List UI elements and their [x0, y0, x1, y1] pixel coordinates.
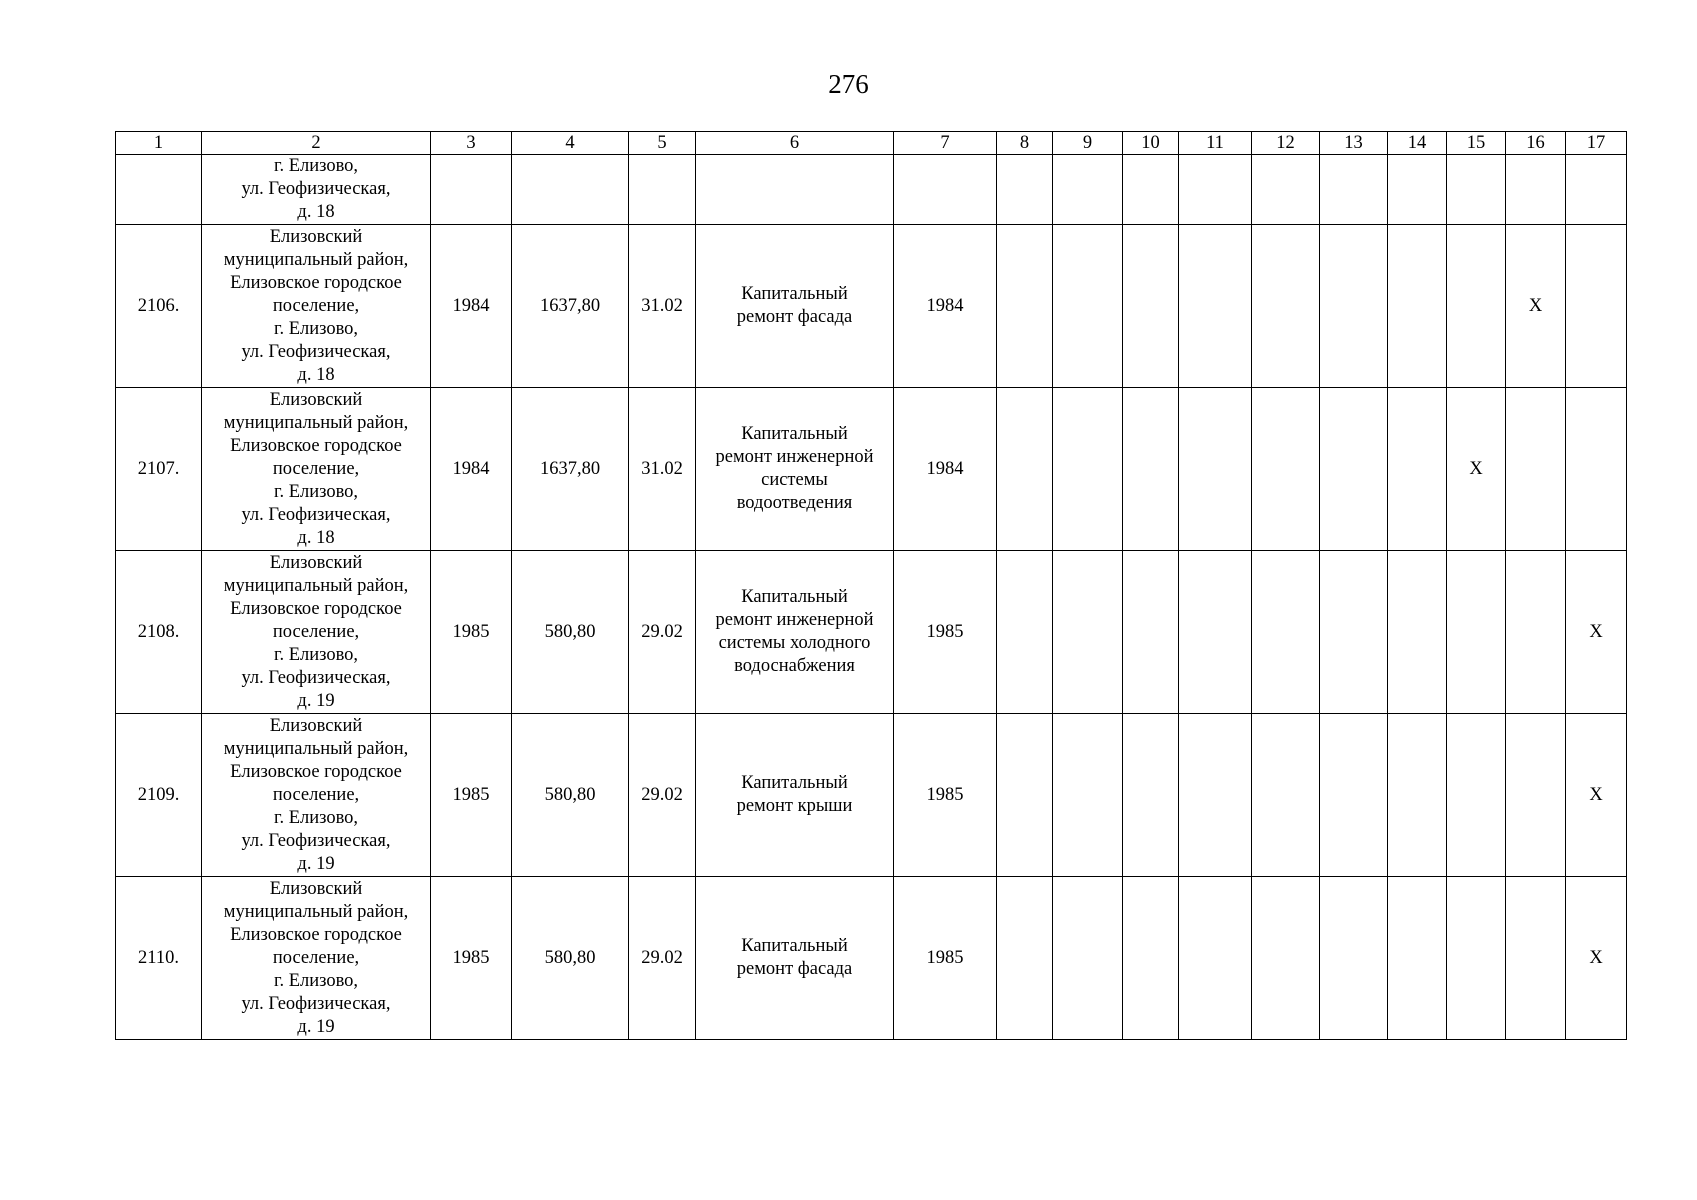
- mark-cell: [1506, 714, 1566, 877]
- year-built-cell: 1985: [431, 551, 512, 714]
- address-line: муниципальный район,: [223, 412, 409, 433]
- mark-cell: X: [1566, 877, 1627, 1040]
- address-line: поселение,: [272, 295, 360, 316]
- mark-cell: [1179, 225, 1252, 388]
- work-type-cell: [696, 388, 894, 551]
- address-line: Елизовское городское: [230, 761, 402, 782]
- mark-cell: [997, 388, 1053, 551]
- empty-cell: [1506, 155, 1566, 225]
- work-type-line: водоотведения: [736, 493, 853, 513]
- column-number: 13: [1320, 132, 1388, 155]
- column-number: 16: [1506, 132, 1566, 155]
- table-row: [116, 877, 1627, 1040]
- table-row: [116, 551, 1627, 714]
- mark-cell: [1123, 714, 1179, 877]
- page-number: 276: [828, 69, 869, 99]
- empty-cell: [1388, 155, 1447, 225]
- mark-cell: [997, 714, 1053, 877]
- column-number: 10: [1123, 132, 1179, 155]
- address-line: Елизовское городское: [230, 272, 402, 293]
- work-type-cell: [696, 551, 894, 714]
- mark-cell: [1053, 877, 1123, 1040]
- work-type-cell: [696, 714, 894, 877]
- empty-cell: [696, 155, 894, 225]
- address-line: д. 18: [297, 527, 335, 548]
- mark-cell: [1388, 551, 1447, 714]
- address-line: Елизовский: [269, 715, 363, 736]
- address-line: ул. Геофизическая,: [241, 179, 391, 199]
- empty-cell: [629, 155, 696, 225]
- work-type-line: ремонт крыши: [736, 796, 853, 816]
- column-number: 4: [512, 132, 629, 155]
- mark-cell: [1388, 388, 1447, 551]
- address-line: Елизовский: [269, 878, 363, 899]
- mark-cell: [1053, 388, 1123, 551]
- empty-cell: [1566, 155, 1627, 225]
- address-line: д. 19: [297, 853, 335, 874]
- column-number: 5: [629, 132, 696, 155]
- address-cell: [202, 225, 431, 388]
- mark-cell: [1123, 388, 1179, 551]
- work-type-line: ремонт фасада: [736, 959, 853, 979]
- address-cell: [202, 714, 431, 877]
- mark-cell: [1179, 877, 1252, 1040]
- row-number-cell: 2107.: [116, 388, 202, 551]
- row-number-cell: 2110.: [116, 877, 202, 1040]
- address-line: г. Елизово,: [273, 807, 359, 828]
- mark-cell: [1179, 714, 1252, 877]
- mark-cell: [1506, 551, 1566, 714]
- empty-cell: [894, 155, 997, 225]
- work-type-line: ремонт инженерной: [715, 447, 874, 467]
- address-cell: [202, 155, 431, 225]
- address-line: ул. Геофизическая,: [241, 667, 391, 688]
- mark-cell: [1053, 225, 1123, 388]
- address-line: поселение,: [272, 621, 360, 642]
- address-line: г. Елизово,: [273, 156, 359, 176]
- last-repair-year-cell: 1984: [894, 225, 997, 388]
- mark-cell: X: [1566, 551, 1627, 714]
- column-number: 1: [116, 132, 202, 155]
- mark-cell: [1123, 551, 1179, 714]
- work-type-line: системы холодного: [718, 633, 871, 653]
- address-cell: [202, 877, 431, 1040]
- address-line: д. 18: [297, 202, 335, 222]
- address-line: Елизовский: [269, 552, 363, 573]
- address-line: Елизовский: [269, 389, 363, 410]
- address-cell: [202, 551, 431, 714]
- mark-cell: [1388, 877, 1447, 1040]
- mark-cell: X: [1447, 388, 1506, 551]
- wear-cell: 31.02: [629, 388, 696, 551]
- mark-cell: [1252, 877, 1320, 1040]
- mark-cell: [997, 551, 1053, 714]
- address-line: ул. Геофизическая,: [241, 830, 391, 851]
- last-repair-year-cell: 1985: [894, 551, 997, 714]
- column-number: 9: [1053, 132, 1123, 155]
- mark-cell: [1447, 551, 1506, 714]
- mark-cell: [1447, 225, 1506, 388]
- mark-cell: [997, 877, 1053, 1040]
- address-line: муниципальный район,: [223, 901, 409, 922]
- wear-cell: 29.02: [629, 551, 696, 714]
- mark-cell: [1252, 225, 1320, 388]
- column-number: 8: [997, 132, 1053, 155]
- last-repair-year-cell: 1985: [894, 714, 997, 877]
- mark-cell: [1053, 714, 1123, 877]
- address-line: муниципальный район,: [223, 249, 409, 270]
- year-built-cell: 1984: [431, 225, 512, 388]
- area-cell: 580,80: [512, 877, 629, 1040]
- data-rows: [116, 225, 1627, 1040]
- mark-cell: [1320, 714, 1388, 877]
- mark-cell: X: [1506, 225, 1566, 388]
- area-cell: 1637,80: [512, 388, 629, 551]
- column-number-row: [116, 132, 1627, 155]
- empty-cell: [512, 155, 629, 225]
- mark-cell: [1506, 388, 1566, 551]
- row-number-cell: 2106.: [116, 225, 202, 388]
- work-type-line: Капитальный: [741, 587, 848, 607]
- row-number-cell: [116, 155, 202, 225]
- mark-cell: [1388, 714, 1447, 877]
- address-line: ул. Геофизическая,: [241, 504, 391, 525]
- address-cell: [202, 388, 431, 551]
- mark-cell: [1320, 388, 1388, 551]
- mark-cell: [1388, 225, 1447, 388]
- empty-cell: [1252, 155, 1320, 225]
- address-line: поселение,: [272, 947, 360, 968]
- mark-cell: [1179, 551, 1252, 714]
- year-built-cell: 1985: [431, 877, 512, 1040]
- column-number: 2: [202, 132, 431, 155]
- work-type-line: Капитальный: [741, 424, 848, 444]
- empty-cell: [1447, 155, 1506, 225]
- wear-cell: 29.02: [629, 714, 696, 877]
- last-repair-year-cell: 1984: [894, 388, 997, 551]
- work-type-cell: [696, 225, 894, 388]
- mark-cell: X: [1566, 714, 1627, 877]
- address-line: Елизовское городское: [230, 435, 402, 456]
- empty-cell: [1179, 155, 1252, 225]
- address-line: г. Елизово,: [273, 644, 359, 665]
- mark-cell: [1252, 714, 1320, 877]
- empty-cell: [997, 155, 1053, 225]
- column-number: 15: [1447, 132, 1506, 155]
- work-type-line: ремонт фасада: [736, 307, 853, 327]
- mark-cell: [1123, 225, 1179, 388]
- address-line: ул. Геофизическая,: [241, 993, 391, 1014]
- address-line: г. Елизово,: [273, 481, 359, 502]
- year-built-cell: 1985: [431, 714, 512, 877]
- address-line: г. Елизово,: [273, 318, 359, 339]
- mark-cell: [997, 225, 1053, 388]
- address-line: Елизовский: [269, 226, 363, 247]
- mark-cell: [1320, 225, 1388, 388]
- work-type-line: системы: [761, 470, 828, 490]
- address-line: ул. Геофизическая,: [241, 341, 391, 362]
- column-number: 17: [1566, 132, 1627, 155]
- address-line: муниципальный район,: [223, 575, 409, 596]
- mark-cell: [1320, 551, 1388, 714]
- mark-cell: [1566, 388, 1627, 551]
- row-number-cell: 2108.: [116, 551, 202, 714]
- address-line: г. Елизово,: [273, 970, 359, 991]
- mark-cell: [1123, 877, 1179, 1040]
- address-line: д. 19: [297, 690, 335, 711]
- mark-cell: [1320, 877, 1388, 1040]
- column-number: 11: [1179, 132, 1252, 155]
- column-number: 12: [1252, 132, 1320, 155]
- empty-cell: [1123, 155, 1179, 225]
- area-cell: 580,80: [512, 714, 629, 877]
- address-line: поселение,: [272, 784, 360, 805]
- row-number-cell: 2109.: [116, 714, 202, 877]
- wear-cell: 29.02: [629, 877, 696, 1040]
- mark-cell: [1053, 551, 1123, 714]
- work-type-line: Капитальный: [741, 284, 848, 304]
- column-number: 6: [696, 132, 894, 155]
- year-built-cell: 1984: [431, 388, 512, 551]
- mark-cell: [1447, 877, 1506, 1040]
- work-type-line: Капитальный: [741, 936, 848, 956]
- work-type-line: водоснабжения: [734, 656, 855, 676]
- wear-cell: 31.02: [629, 225, 696, 388]
- address-line: муниципальный район,: [223, 738, 409, 759]
- address-line: Елизовское городское: [230, 598, 402, 619]
- mark-cell: [1252, 551, 1320, 714]
- column-number: 14: [1388, 132, 1447, 155]
- empty-cell: [1053, 155, 1123, 225]
- continuation-row: [116, 155, 1627, 225]
- mark-cell: [1506, 877, 1566, 1040]
- column-number: 3: [431, 132, 512, 155]
- work-type-line: Капитальный: [741, 773, 848, 793]
- repair-schedule-table: [115, 131, 1627, 1040]
- column-number: 7: [894, 132, 997, 155]
- table-row: [116, 388, 1627, 551]
- area-cell: 580,80: [512, 551, 629, 714]
- mark-cell: [1447, 714, 1506, 877]
- area-cell: 1637,80: [512, 225, 629, 388]
- work-type-cell: [696, 877, 894, 1040]
- empty-cell: [1320, 155, 1388, 225]
- address-line: д. 18: [297, 364, 335, 385]
- table-row: [116, 225, 1627, 388]
- address-line: поселение,: [272, 458, 360, 479]
- mark-cell: [1252, 388, 1320, 551]
- mark-cell: [1179, 388, 1252, 551]
- work-type-line: ремонт инженерной: [715, 610, 874, 630]
- mark-cell: [1566, 225, 1627, 388]
- last-repair-year-cell: 1985: [894, 877, 997, 1040]
- address-line: Елизовское городское: [230, 924, 402, 945]
- empty-cell: [431, 155, 512, 225]
- address-line: д. 19: [297, 1016, 335, 1037]
- table-row: [116, 714, 1627, 877]
